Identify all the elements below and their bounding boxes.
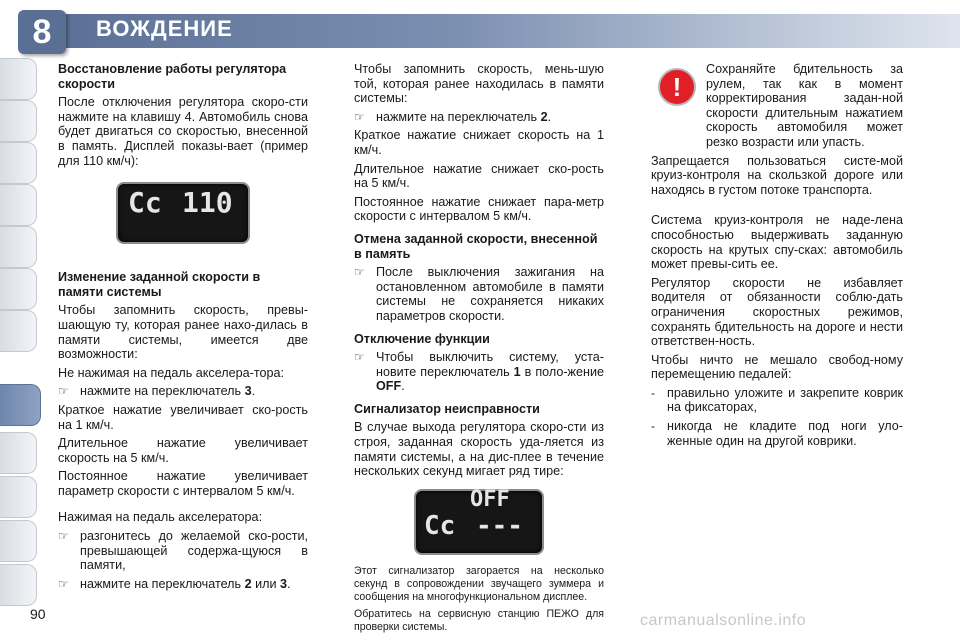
list-item: - никогда не кладите под ноги уло-женные один на другой коврики. [651,419,903,448]
paragraph: Чтобы ничто не мешало свобод-ному перемещению педалей: [651,352,903,382]
list-item: ☞ После выключения зажигания на остановленном автомобиле в памяти системы не сохраняется никаких параметров скорости. [354,265,604,323]
chapter-tab[interactable] [0,100,37,142]
chapter-tab[interactable] [0,226,37,268]
chapter-tab[interactable] [0,520,37,562]
paragraph: Система круиз-контроля не наде-лена способностью выдерживать заданную скорость на крутых спу-сках: автомобиль может превы-сить ее. [651,213,903,272]
list-item: ☞ разгонитесь до желаемой ско-рости, превышающей содержа-щуюся в памяти, [58,529,308,573]
paragraph: Длительное нажатие снижает ско-рость на 5 км/ч. [354,161,604,191]
warning-paragraph: Запрещается пользоваться систе-мой круиз-контроля на скользкой дороге или находясь в густом потоке транспорта. [651,153,903,197]
paragraph: Нажимая на педаль акселератора: [58,510,263,525]
list-item: ☞ нажмите на переключатель 2. [354,109,552,124]
pointing-hand-icon: ☞ [354,350,365,365]
chapter-tab[interactable] [0,58,37,100]
chapter-title: ВОЖДЕНИЕ [96,16,233,41]
chapter-tabs [0,0,40,640]
pointing-hand-icon: ☞ [58,384,69,399]
section-heading: Отключение функции [354,331,490,346]
paragraph: Краткое нажатие увеличивает ско-рость на 1 км/ч. [58,402,308,432]
chapter-tab[interactable] [0,268,37,310]
section-heading: Изменение заданной скорости в памяти системы [58,270,261,299]
paragraph: Постоянное нажатие снижает пара-метр скорости с интервалом 5 км/ч. [354,194,604,224]
paragraph: В случае выхода регулятора скоро-сти из строя, заданная скорость уда-ляется из памяти системы, а на дис-плее в течение нескольких секунд мигает ряд тире: [354,420,604,479]
list-item: ☞ нажмите на переключатель 2 или 3. [58,576,291,591]
list-item: ☞ нажмите на переключатель 3. [58,384,256,399]
speed-display-110 [116,182,250,244]
chapter-tab-active[interactable] [0,384,41,426]
note: Этот сигнализатор загорается на несколько секунд в сопровождении звучащего зуммера и сообщения на многофункциональном дисплее. [354,564,604,603]
pointing-hand-icon: ☞ [58,576,69,591]
paragraph: Краткое нажатие снижает скорость на 1 км/ч. [354,128,604,157]
page-number: 90 [30,606,46,622]
pointing-hand-icon: ☞ [354,265,365,280]
column-2 [354,62,604,638]
paragraph: Регулятор скорости не избавляет водителя от обязанности соблю-дать ограничения скоростных режимов, сохранять бдительность на дороге и нести ответствен-ность. [651,275,903,349]
chapter-tab[interactable] [0,564,37,606]
chapter-number: 8 [18,10,66,54]
display-cc-label: Cc [128,186,162,220]
list-item: - правильно уложите и закрепите коврик на фиксаторах, [651,385,903,415]
pointing-hand-icon: ☞ [354,109,365,124]
list-item: ☞ Чтобы выключить систему, уста-новите переключатель 1 в поло-жение OFF. [354,350,604,394]
paragraph: Постоянное нажатие увеличивает параметр скорости с интервалом 5 км/ч. [58,469,308,498]
chapter-tab[interactable] [0,310,37,352]
column-1 [58,62,308,595]
fault-display [414,486,544,555]
pointing-hand-icon: ☞ [58,529,69,544]
chapter-tab[interactable] [0,432,37,474]
column-3 [651,62,903,452]
note: Обратитесь на сервисную станцию ПЕЖО для проверки системы. [354,607,604,633]
paragraph: Не нажимая на педаль акселера-тора: [58,365,284,380]
warning-paragraph: Сохраняйте бдительность за рулем, так как в момент корректирования задан-ной скорости длительным нажатием скорость автомобиля может резко возрасти или упасть. [706,62,903,149]
chapter-tab[interactable] [0,142,37,184]
paragraph: Чтобы запомнить скорость, мень-шую той, которая ранее находилась в памяти системы: [354,62,604,106]
paragraph: Длительное нажатие увеличивает скорость на 5 км/ч. [58,436,308,465]
section-heading: Сигнализатор неисправности [354,401,540,416]
paragraph: Чтобы запомнить скорость, превы-шающую ту, которая ранее нахо-дилась в памяти системы, имеется две возможности: [58,303,308,362]
display-cc-label: Cc [424,510,456,541]
chapter-tab[interactable] [0,476,37,518]
chapter-tab[interactable] [0,184,37,226]
section-heading: Отмена заданной скорости, внесенной в память [354,231,598,261]
paragraph: После отключения регулятора скоро-сти нажмите на клавишу 4. Автомобиль снова будет двигаться со скоростью, внесенной в память. Дисплей показы-вает (пример для 110 км/ч): [58,95,308,168]
section-heading: Восстановление работы регулятора скорости [58,62,287,91]
display-off-label: OFF [470,486,510,512]
exclamation-icon: ! [658,68,696,106]
display-dashes: --- [476,510,523,541]
display-speed-value: 110 [182,186,233,220]
footer-watermark: carmanualsonline.info [640,612,807,629]
